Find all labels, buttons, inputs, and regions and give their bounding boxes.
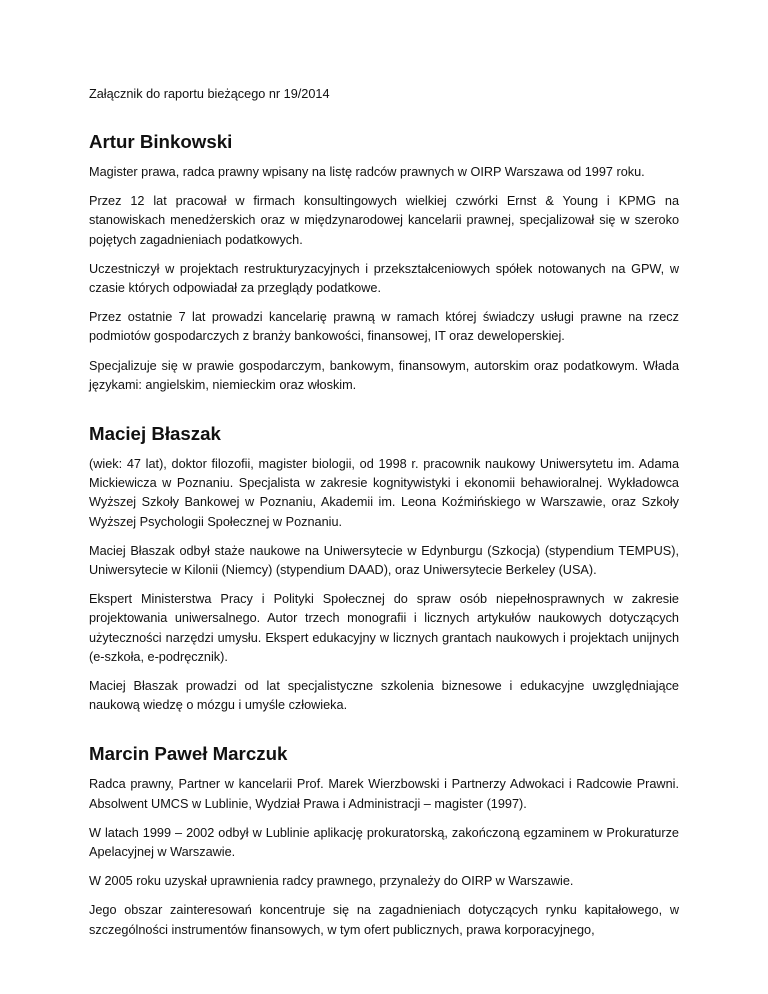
bio-paragraph: (wiek: 47 lat), doktor filozofii, magister biologii, od 1998 r. pracownik naukowy Uniwersytetu im. Adama Mickiewicza w Poznaniu. Specjalista w zakresie kognitywistyki i ekonomii behawioralnej. Wykładowca Wyższej Szkoły Bankowej w Poznaniu, Akademii im. Leona Koźmińskiego w Warszawie, oraz Szkoły Wyższej Psychologii Społecznej w Poznaniu. [89,457,679,529]
person-section-maciej-blaszak [89,423,679,715]
person-section-marcin-marczuk [89,743,679,939]
person-name: Artur Binkowski [89,131,233,152]
bio-paragraph: Radca prawny, Partner w kancelarii Prof. Marek Wierzbowski i Partnerzy Adwokaci i Radcowie Prawni. Absolwent UMCS w Lublinie, Wydział Prawa i Administracji – magister (1997). [89,777,679,811]
bio-paragraph: Uczestniczył w projektach restrukturyzacyjnych i przekształceniowych spółek notowanych na GPW, w czasie których odpowiadał za przeglądy podatkowe. [89,261,679,296]
bio-paragraph: W latach 1999 – 2002 odbył w Lublinie aplikację prokuratorską, zakończoną egzaminem w Prokuraturze Apelacyjnej w Warszawie. [89,825,679,860]
bio-paragraph: Przez ostatnie 7 lat prowadzi kancelarię prawną w ramach której świadczy usługi prawne na rzecz podmiotów gospodarczych z branży bankowości, finansowej, IT oraz deweloperskiej. [89,310,679,344]
bio-paragraph: Przez 12 lat pracował w firmach konsultingowych wielkiej czwórki Ernst & Young i KPMG na stanowiskach menedżerskich oraz w międzynarodowej kancelarii prawnej, specjalizował się w szeroko pojętych zagadnieniach podatkowych. [89,194,679,247]
attachment-note: Załącznik do raportu bieżącego nr 19/2014 [89,87,330,101]
bio-paragraph: Maciej Błaszak odbył staże naukowe na Uniwersytecie w Edynburgu (Szkocja) (stypendium TEMPUS), Uniwersytecie w Kilonii (Niemcy) (stypendium DAAD), oraz Uniwersytecie Berkeley (USA). [89,543,679,578]
bio-paragraph: Ekspert Ministerstwa Pracy i Polityki Społecznej do spraw osób niepełnosprawnych w zakresie projektowania uniwersalnego. Autor trzech monografii i licznych artykułów naukowych dotyczących użyteczności narzędzi umysłu. Ekspert edukacyjny w licznych grantach naukowych i projektach unijnych (e-szkoła, e-podręcznik). [89,592,679,664]
bio-paragraph: Maciej Błaszak prowadzi od lat specjalistyczne szkolenia biznesowe i edukacyjne uwzględniające naukową wiedzę o mózgu i umyśle człowieka. [89,679,679,713]
person-section-artur-binkowski [89,131,679,395]
person-name: Marcin Paweł Marczuk [89,743,288,765]
bio-paragraph: Specjalizuje się w prawie gospodarczym, bankowym, finansowym, autorskim oraz podatkowym. Włada językami: angielskim, niemieckim oraz włoskim. [89,358,679,392]
bio-paragraph: W 2005 roku uzyskał uprawnienia radcy prawnego, przynależy do OIRP w Warszawie. [89,874,574,889]
bio-paragraph: Magister prawa, radca prawny wpisany na listę radców prawnych w OIRP Warszawa od 1997 roku. [89,165,645,179]
bio-paragraph: Jego obszar zainteresowań koncentruje się na zagadnieniach dotyczących rynku kapitałowego, w szczególności instrumentów finansowych, w tym ofert publicznych, prawa korporacyjnego, [89,903,679,937]
person-name: Maciej Błaszak [89,423,221,445]
